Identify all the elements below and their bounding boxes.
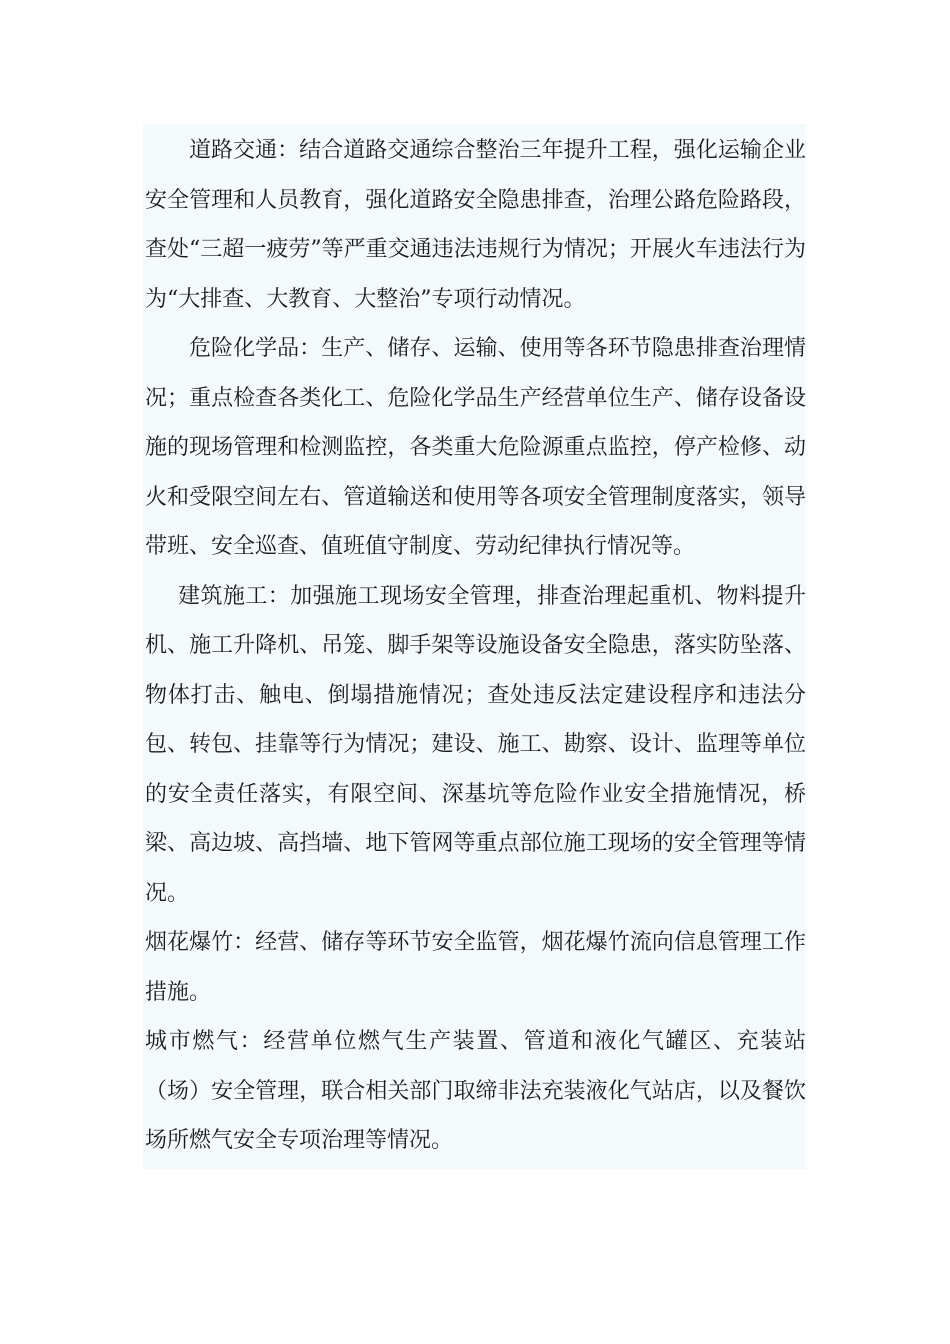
paragraph-city-gas: 城市燃气：经营单位燃气生产装置、管道和液化气罐区、充装站（场）安全管理，联合相关部门取缔非法充装液化气站店，以及餐饮场所燃气安全专项治理等情况。 [145,1029,806,1153]
paragraph-hazardous-chemicals: 危险化学品：生产、储存、运输、使用等各环节隐患排查治理情况；重点检查各类化工、危险化学品生产经营单位生产、储存设备设施的现场管理和检测监控，各类重大危险源重点监控，停产检修、动火和受限空间左右、管道输送和使用等各项安全管理制度落实，领导带班、安全巡查、值班值守制度、劳动纪律执行情况等。 [145,336,806,559]
paragraph-road-traffic: 道路交通：结合道路交通综合整治三年提升工程，强化运输企业安全管理和人员教育，强化道路安全隐患排查，治理公路危险路段，查处“三超一疲劳”等严重交通违法违规行为情况；开展火车违法行为为“大排查、大教育、大整治”专项行动情况。 [145,138,806,312]
paragraph-fireworks: 烟花爆竹：经营、储存等环节安全监管，烟花爆竹流向信息管理工作措施。 [145,930,806,1005]
document-body [143,124,806,1169]
paragraph-construction: 建筑施工：加强施工现场安全管理，排查治理起重机、物料提升机、施工升降机、吊笼、脚手架等设施设备安全隐患，落实防坠落、物体打击、触电、倒塌措施情况；查处违反法定建设程序和违法分包、转包、挂靠等行为情况；建设、施工、勘察、设计、监理等单位的安全责任落实，有限空间、深基坑等危险作业安全措施情况，桥梁、高边坡、高挡墙、地下管网等重点部位施工现场的安全管理等情况。 [145,583,806,906]
